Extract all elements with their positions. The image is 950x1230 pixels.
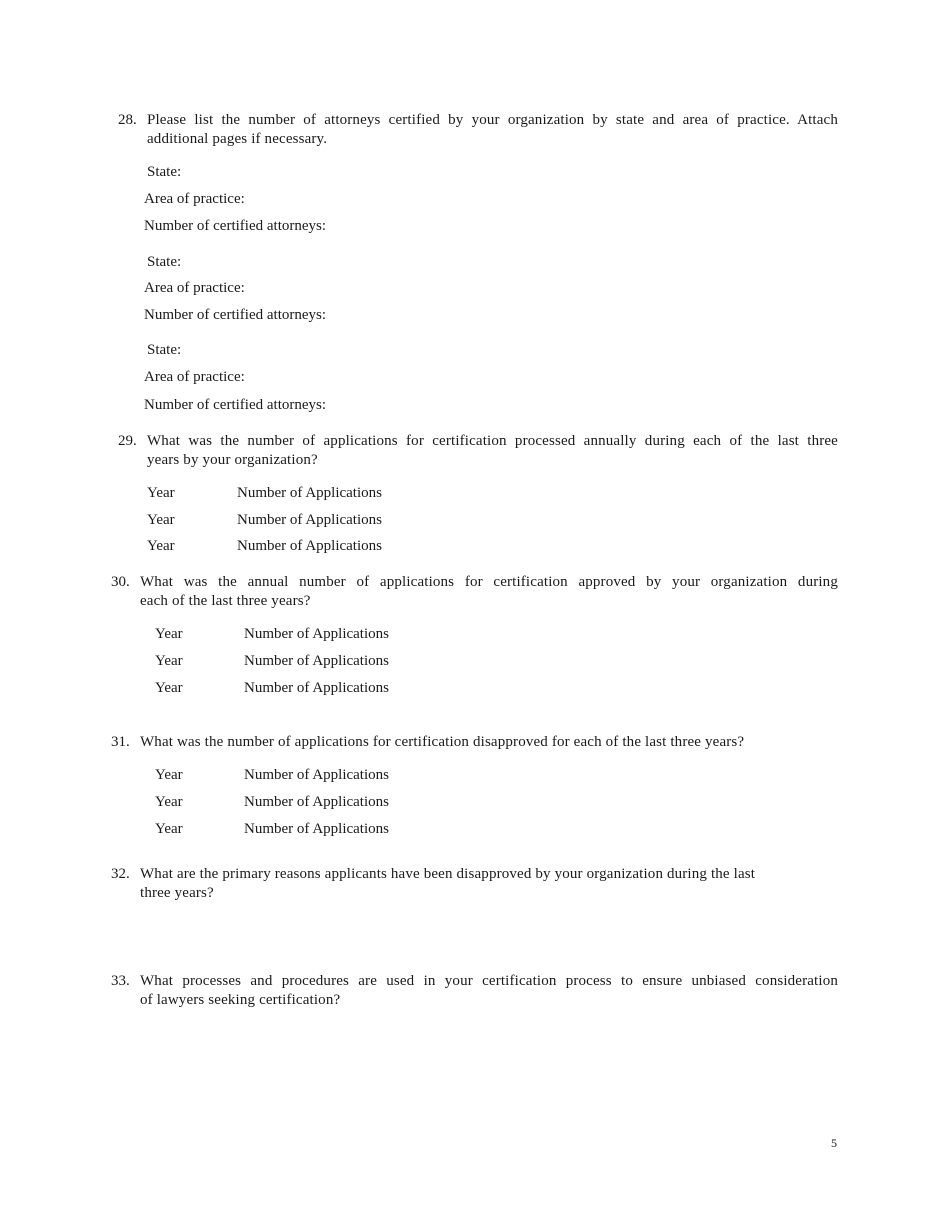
q31-row-1-applications: Number of Applications [244, 767, 389, 783]
question-28-number: 28. [118, 112, 137, 128]
q31-row-3-applications: Number of Applications [244, 821, 389, 837]
question-30-number: 30. [111, 574, 130, 590]
q31-row-2-year: Year [155, 794, 183, 810]
q28-entry-3-state-label: State: [147, 342, 182, 358]
q30-row-3-applications: Number of Applications [244, 680, 389, 696]
q28-entry-2-area-label: Area of practice: [144, 280, 245, 296]
q28-entry-3-area-label: Area of practice: [144, 369, 245, 385]
question-33 [111, 972, 838, 1012]
q28-entry-3-count-label: Number of certified attorneys: [144, 397, 327, 413]
q31-row-1-year: Year [155, 767, 183, 783]
question-28 [118, 111, 838, 151]
question-29-number: 29. [118, 433, 137, 449]
q29-row-1-applications: Number of Applications [237, 485, 382, 501]
question-32 [111, 865, 838, 905]
question-30-text [140, 573, 838, 611]
q31-row-3-year: Year [155, 821, 183, 837]
q31-row-2-applications: Number of Applications [244, 794, 389, 810]
q29-row-2-year: Year [147, 512, 175, 528]
q30-row-1-applications: Number of Applications [244, 626, 389, 642]
q28-entry-1-state-label: State: [147, 164, 182, 180]
question-30-line-2: each of the last three years? [140, 593, 311, 609]
question-32-number: 32. [111, 866, 130, 882]
question-31-number: 31. [111, 734, 130, 750]
page-number: 5 [831, 1136, 837, 1150]
question-33-line-1: What processes and procedures are used in your certification process to ensure unbiased consideration [140, 973, 838, 989]
q30-row-2-year: Year [155, 653, 183, 669]
question-32-line-2: three years? [140, 885, 214, 901]
question-29-line-2: years by your organization? [147, 452, 318, 468]
question-33-number: 33. [111, 973, 130, 989]
question-30 [111, 573, 838, 613]
question-28-line-1: Please list the number of attorneys certified by your organization by state and area of practice. Attach [147, 112, 838, 128]
question-31-line-1: What was the number of applications for certification disapproved for each of the last three years? [140, 734, 745, 750]
q30-row-2-applications: Number of Applications [244, 653, 389, 669]
question-28-line-2: additional pages if necessary. [147, 131, 328, 147]
q30-row-3-year: Year [155, 680, 183, 696]
question-32-text [140, 865, 838, 903]
question-28-text [147, 111, 838, 149]
question-33-text [140, 972, 838, 1010]
q28-entry-2-state-label: State: [147, 254, 182, 270]
q29-row-3-year: Year [147, 538, 175, 554]
q28-entry-1-count-label: Number of certified attorneys: [144, 218, 327, 234]
q29-row-3-applications: Number of Applications [237, 538, 382, 554]
question-31 [111, 733, 838, 753]
q28-entry-2-count-label: Number of certified attorneys: [144, 307, 327, 323]
question-29-line-1: What was the number of applications for certification processed annually during each of the last three [147, 433, 838, 449]
q28-entry-1-area-label: Area of practice: [144, 191, 245, 207]
question-29 [118, 432, 838, 472]
q29-row-1-year: Year [147, 485, 175, 501]
question-32-line-1: What are the primary reasons applicants have been disapproved by your organization during the last [140, 866, 756, 882]
question-30-line-1: What was the annual number of applications for certification approved by your organization during [140, 574, 838, 590]
q29-row-2-applications: Number of Applications [237, 512, 382, 528]
q30-row-1-year: Year [155, 626, 183, 642]
question-33-line-2: of lawyers seeking certification? [140, 992, 341, 1008]
question-29-text [147, 432, 838, 470]
question-31-text [140, 733, 838, 752]
